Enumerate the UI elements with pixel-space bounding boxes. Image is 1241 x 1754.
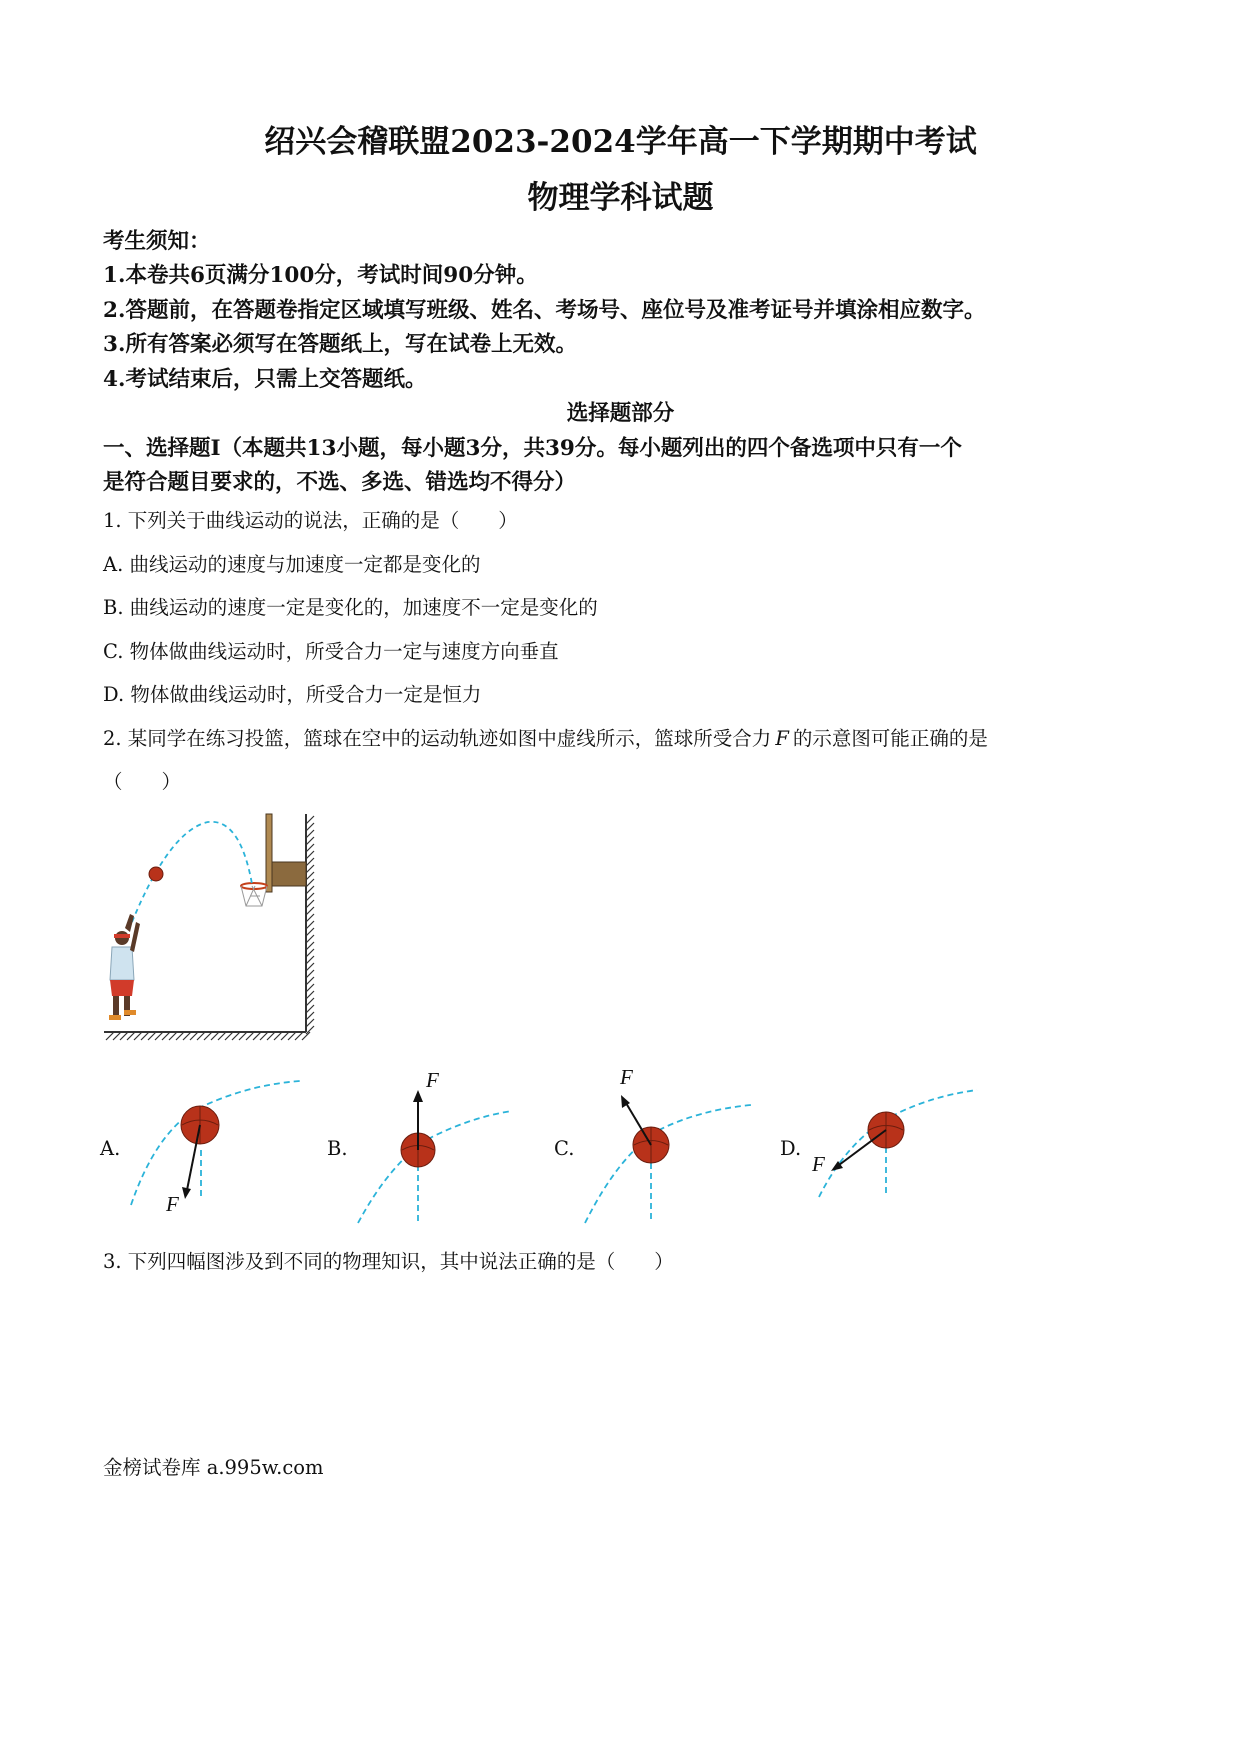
section-instructions-line2: 是符合题目要求的，不选、多选、错选均不得分） — [103, 470, 577, 495]
wall-hatch-line — [306, 949, 314, 957]
ground-hatch-line — [218, 1032, 226, 1040]
wall-hatch-line — [306, 844, 314, 852]
section-title: 选择题部分 — [566, 401, 675, 426]
question-1-option-b: B. 曲线运动的速度一定是变化的，加速度不一定是变化的 — [103, 596, 598, 619]
q2-option-a-force-label: F — [166, 1192, 179, 1216]
wall-hatch-line — [306, 907, 314, 915]
ground-hatch-line — [260, 1032, 268, 1040]
wall-hatch-line — [306, 886, 314, 894]
q2-option-b-label: B. — [327, 1137, 348, 1160]
ground-hatch-line — [225, 1032, 233, 1040]
wall-hatching — [306, 814, 314, 1034]
wall-hatch-line — [306, 865, 314, 873]
question-1-option-d: D. 物体做曲线运动时，所受合力一定是恒力 — [103, 683, 482, 706]
ground-hatch-line — [134, 1032, 142, 1040]
wall-hatch-line — [306, 830, 314, 838]
q2-option-d-label: D. — [780, 1137, 802, 1160]
ground-hatch-line — [253, 1032, 261, 1040]
wall-hatch-line — [306, 998, 314, 1006]
ground-hatch-line — [106, 1032, 114, 1040]
question-2-stem-part2: 的示意图可能正确的是 — [792, 727, 988, 750]
ground-hatching — [104, 1032, 310, 1040]
ground-hatch-line — [246, 1032, 254, 1040]
ground-hatch-line — [232, 1032, 240, 1040]
wall-hatch-line — [306, 872, 314, 880]
ground-hatch-line — [295, 1032, 303, 1040]
question-2-stem-variable: F — [775, 727, 789, 750]
ground-hatch-line — [281, 1032, 289, 1040]
notice-item-2: 2.答题前，在答题卷指定区域填写班级、姓名、考场号、座位号及准考证号并填涂相应数字。 — [103, 298, 986, 323]
player-figure — [109, 914, 140, 1020]
backboard — [266, 814, 272, 892]
ground-hatch-line — [162, 1032, 170, 1040]
question-2-stem-line2: （ ） — [103, 770, 182, 793]
wall-hatch-line — [306, 914, 314, 922]
q2-option-c-figure — [579, 1075, 759, 1225]
ground-hatch-line — [274, 1032, 282, 1040]
wall-hatch-line — [306, 837, 314, 845]
wall-hatch-line — [306, 851, 314, 859]
ground-hatch-line — [183, 1032, 191, 1040]
ground-hatch-line — [204, 1032, 212, 1040]
wall-hatch-line — [306, 1005, 314, 1013]
question-2-stem — [103, 723, 988, 751]
wall-hatch-line — [306, 991, 314, 999]
notice-item-4: 4.考试结束后，只需上交答题纸。 — [103, 367, 427, 392]
basketball-court-figure — [100, 810, 320, 1050]
wall-hatch-line — [306, 1012, 314, 1020]
ground-hatch-line — [176, 1032, 184, 1040]
basketball — [149, 867, 163, 881]
ground-hatch-line — [141, 1032, 149, 1040]
q2-option-d-figure — [805, 1075, 985, 1225]
q2-option-a-label: A. — [100, 1137, 121, 1160]
backboard-support — [270, 862, 306, 886]
ground-hatch-line — [239, 1032, 247, 1040]
notice-item-3: 3.所有答案必须写在答题纸上，写在试卷上无效。 — [103, 332, 577, 357]
wall-hatch-line — [306, 928, 314, 936]
wall-hatch-line — [306, 942, 314, 950]
wall-hatch-line — [306, 900, 314, 908]
wall-hatch-line — [306, 893, 314, 901]
q2-option-c-force-label: F — [620, 1065, 633, 1089]
question-1-stem: 1. 下列关于曲线运动的说法，正确的是（ ） — [103, 509, 518, 532]
notice-heading: 考生须知： — [103, 229, 211, 254]
wall-hatch-line — [306, 823, 314, 831]
ground-hatch-line — [169, 1032, 177, 1040]
page-title: 绍兴会稽联盟2023-2024学年高一下学期期中考试 — [264, 124, 977, 160]
ground-hatch-line — [288, 1032, 296, 1040]
footer-watermark: 金榜试卷库 a.995w.com — [103, 1456, 324, 1479]
ground-hatch-line — [197, 1032, 205, 1040]
q2-option-b-force-label: F — [426, 1068, 439, 1092]
wall-hatch-line — [306, 956, 314, 964]
wall-hatch-line — [306, 879, 314, 887]
ground-hatch-line — [113, 1032, 121, 1040]
question-1-option-c: C. 物体做曲线运动时，所受合力一定与速度方向垂直 — [103, 640, 559, 663]
ground-hatch-line — [211, 1032, 219, 1040]
ground-hatch-line — [267, 1032, 275, 1040]
ground-hatch-line — [190, 1032, 198, 1040]
wall-hatch-line — [306, 935, 314, 943]
wall-hatch-line — [306, 1019, 314, 1027]
wall-hatch-line — [306, 977, 314, 985]
question-2-stem-part1: 2. 某同学在练习投篮，篮球在空中的运动轨迹如图中虚线所示，篮球所受合力 — [103, 727, 772, 750]
wall-hatch-line — [306, 984, 314, 992]
question-3-stem: 3. 下列四幅图涉及到不同的物理知识，其中说法正确的是（ ） — [103, 1250, 674, 1273]
section-instructions-line1: 一、选择题Ⅰ（本题共13小题，每小题3分，共39分。每小题列出的四个备选项中只有一个 — [103, 436, 962, 461]
wall-hatch-line — [306, 816, 314, 824]
wall-hatch-line — [306, 921, 314, 929]
notice-item-1: 1.本卷共6页满分100分，考试时间90分钟。 — [103, 263, 538, 288]
q2-option-a-figure — [125, 1075, 305, 1225]
ground-hatch-line — [155, 1032, 163, 1040]
ground-hatch-line — [127, 1032, 135, 1040]
wall-hatch-line — [306, 970, 314, 978]
q2-option-d-force-label: F — [812, 1152, 825, 1176]
wall-hatch-line — [306, 963, 314, 971]
wall-hatch-line — [306, 858, 314, 866]
q2-option-c-label: C. — [554, 1137, 575, 1160]
page-subtitle: 物理学科试题 — [527, 180, 714, 216]
ground-hatch-line — [120, 1032, 128, 1040]
question-1-option-a: A. 曲线运动的速度与加速度一定都是变化的 — [103, 553, 481, 576]
q2-option-b-figure — [352, 1075, 532, 1225]
ground-hatch-line — [148, 1032, 156, 1040]
